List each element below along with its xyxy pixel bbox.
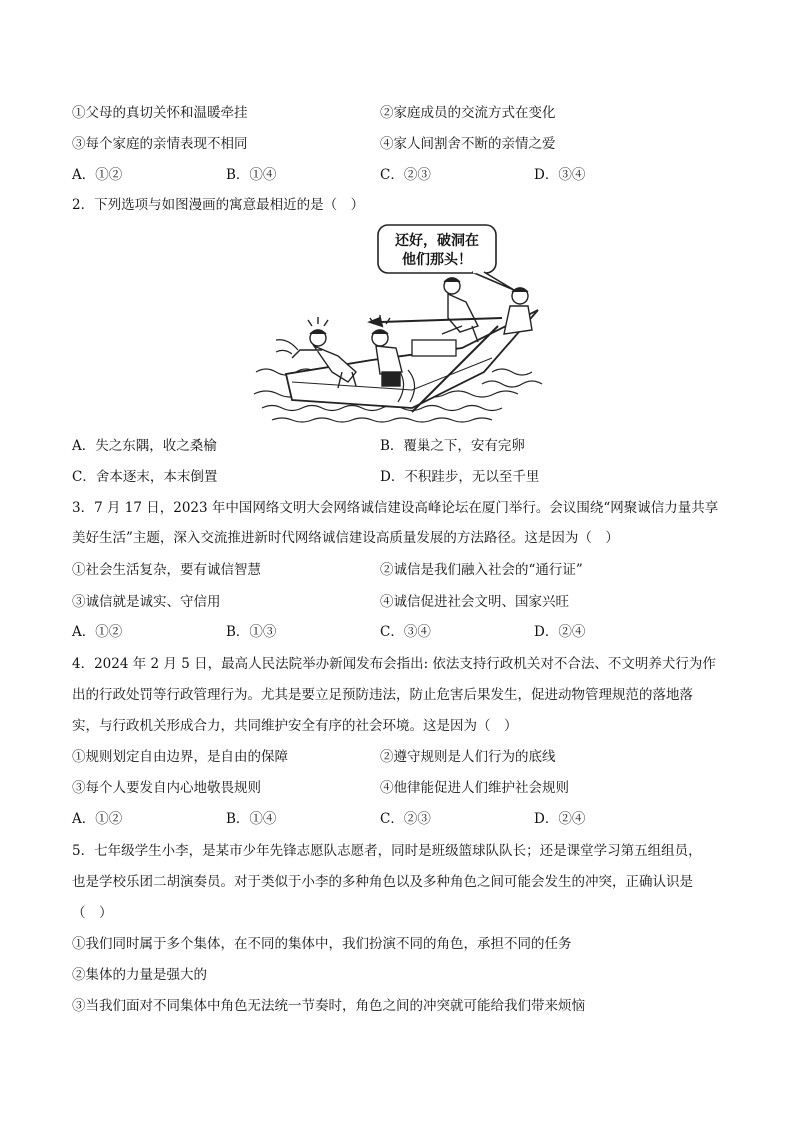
q4-stem-line-2: 出的行政处罚等行政管理行为。尤其是要立足预防违法，防止危害后果发生，促进动物管理规范的落地落 bbox=[72, 687, 693, 703]
q1-statement-1: ①父母的真切关怀和温暖牵挂 bbox=[72, 105, 248, 121]
q3-statement-4: ④诚信促进社会文明、国家兴旺 bbox=[380, 594, 569, 610]
q4-statement-4: ④他律能促进人们维护社会规则 bbox=[380, 780, 569, 796]
q4-stem-line-1: 4．2024 年 2 月 5 日，最高人民法院举办新闻发布会指出: 依法支持行政机关对不合法、不文明养犬行为作 bbox=[72, 656, 716, 672]
q3-option-d: D．②④ bbox=[534, 624, 586, 640]
q1-option-a: A．①② bbox=[72, 167, 123, 183]
q3-statement-2: ②诚信是我们融入社会的“通行证” bbox=[380, 562, 583, 578]
q2-option-d: D．不积跬步，无以至千里 bbox=[380, 469, 540, 485]
q2-option-c: C．舍本逐末，本末倒置 bbox=[72, 469, 218, 485]
q4-option-d: D．②④ bbox=[534, 811, 586, 827]
q5-statement-1: ①我们同时属于多个集体，在不同的集体中，我们扮演不同的角色，承担不同的任务 bbox=[72, 936, 572, 952]
rowing-men bbox=[442, 278, 532, 342]
q1-statement-3: ③每个家庭的亲情表现不相同 bbox=[72, 136, 248, 152]
q3-stem-line-2: 美好生活”主题，深入交流推进新时代网络诚信建设高质量发展的方法路径。这是因为（ ） bbox=[72, 530, 619, 546]
q4-statement-1: ①规则划定自由边界，是自由的保障 bbox=[72, 749, 288, 765]
q4-stem-line-3: 实，与行政机关形成合力，共同维护安全有序的社会环境。这是因为（ ） bbox=[72, 718, 518, 734]
q4-statement-3: ③每个人要发自内心地敬畏规则 bbox=[72, 780, 261, 796]
q5-stem-line-2: 也是学校乐团二胡演奏员。对于类似于小李的多种角色以及多种角色之间可能会发生的冲突，正确认识是 bbox=[72, 874, 693, 890]
speech-line-1: 还好，破洞在 bbox=[395, 233, 479, 249]
q3-stem-line-1: 3．7 月 17 日，2023 年中国网络文明大会网络诚信建设高峰论坛在厦门举行。会议围绕“网聚诚信力量共享 bbox=[72, 500, 719, 516]
q4-option-b: B．①④ bbox=[226, 811, 277, 827]
q2-stem: 2．下列选项与如图漫画的寓意最相近的是（ ） bbox=[72, 197, 365, 213]
q3-statement-3: ③诚信就是诚实、守信用 bbox=[72, 594, 221, 610]
q1-statement-2: ②家庭成员的交流方式在变化 bbox=[380, 105, 556, 121]
q4-option-c: C．②③ bbox=[380, 811, 431, 827]
q1-statement-4: ④家人间割舍不断的亲情之爱 bbox=[380, 136, 556, 152]
q4-statement-2: ②遵守规则是人们行为的底线 bbox=[380, 749, 556, 765]
q1-option-b: B．①④ bbox=[226, 167, 277, 183]
q2-option-b: B．覆巢之下，安有完卵 bbox=[380, 438, 525, 454]
q2-option-a: A．失之东隅，收之桑榆 bbox=[72, 438, 217, 454]
q4-option-a: A．①② bbox=[72, 811, 123, 827]
q5-stem-line-3: （ ） bbox=[72, 905, 113, 921]
q5-statement-2: ②集体的力量是强大的 bbox=[72, 967, 207, 983]
q3-option-c: C．③④ bbox=[380, 624, 431, 640]
q5-statement-3: ③当我们面对不同集体中角色无法统一节奏时，角色之间的冲突就可能给我们带来烦恼 bbox=[72, 998, 585, 1014]
speech-line-2: 他们那头！ bbox=[402, 252, 472, 268]
q3-statement-1: ①社会生活复杂，要有诚信智慧 bbox=[72, 562, 261, 578]
q1-option-d: D．③④ bbox=[534, 167, 586, 183]
q1-option-c: C．②③ bbox=[380, 167, 431, 183]
q3-option-a: A．①② bbox=[72, 624, 123, 640]
q5-stem-line-1: 5．七年级学生小李，是某市少年先锋志愿队志愿者，同时是班级篮球队队长；还是课堂学习第五组组员， bbox=[72, 843, 702, 859]
boat-cartoon bbox=[252, 222, 544, 428]
q3-option-b: B．①③ bbox=[226, 624, 277, 640]
